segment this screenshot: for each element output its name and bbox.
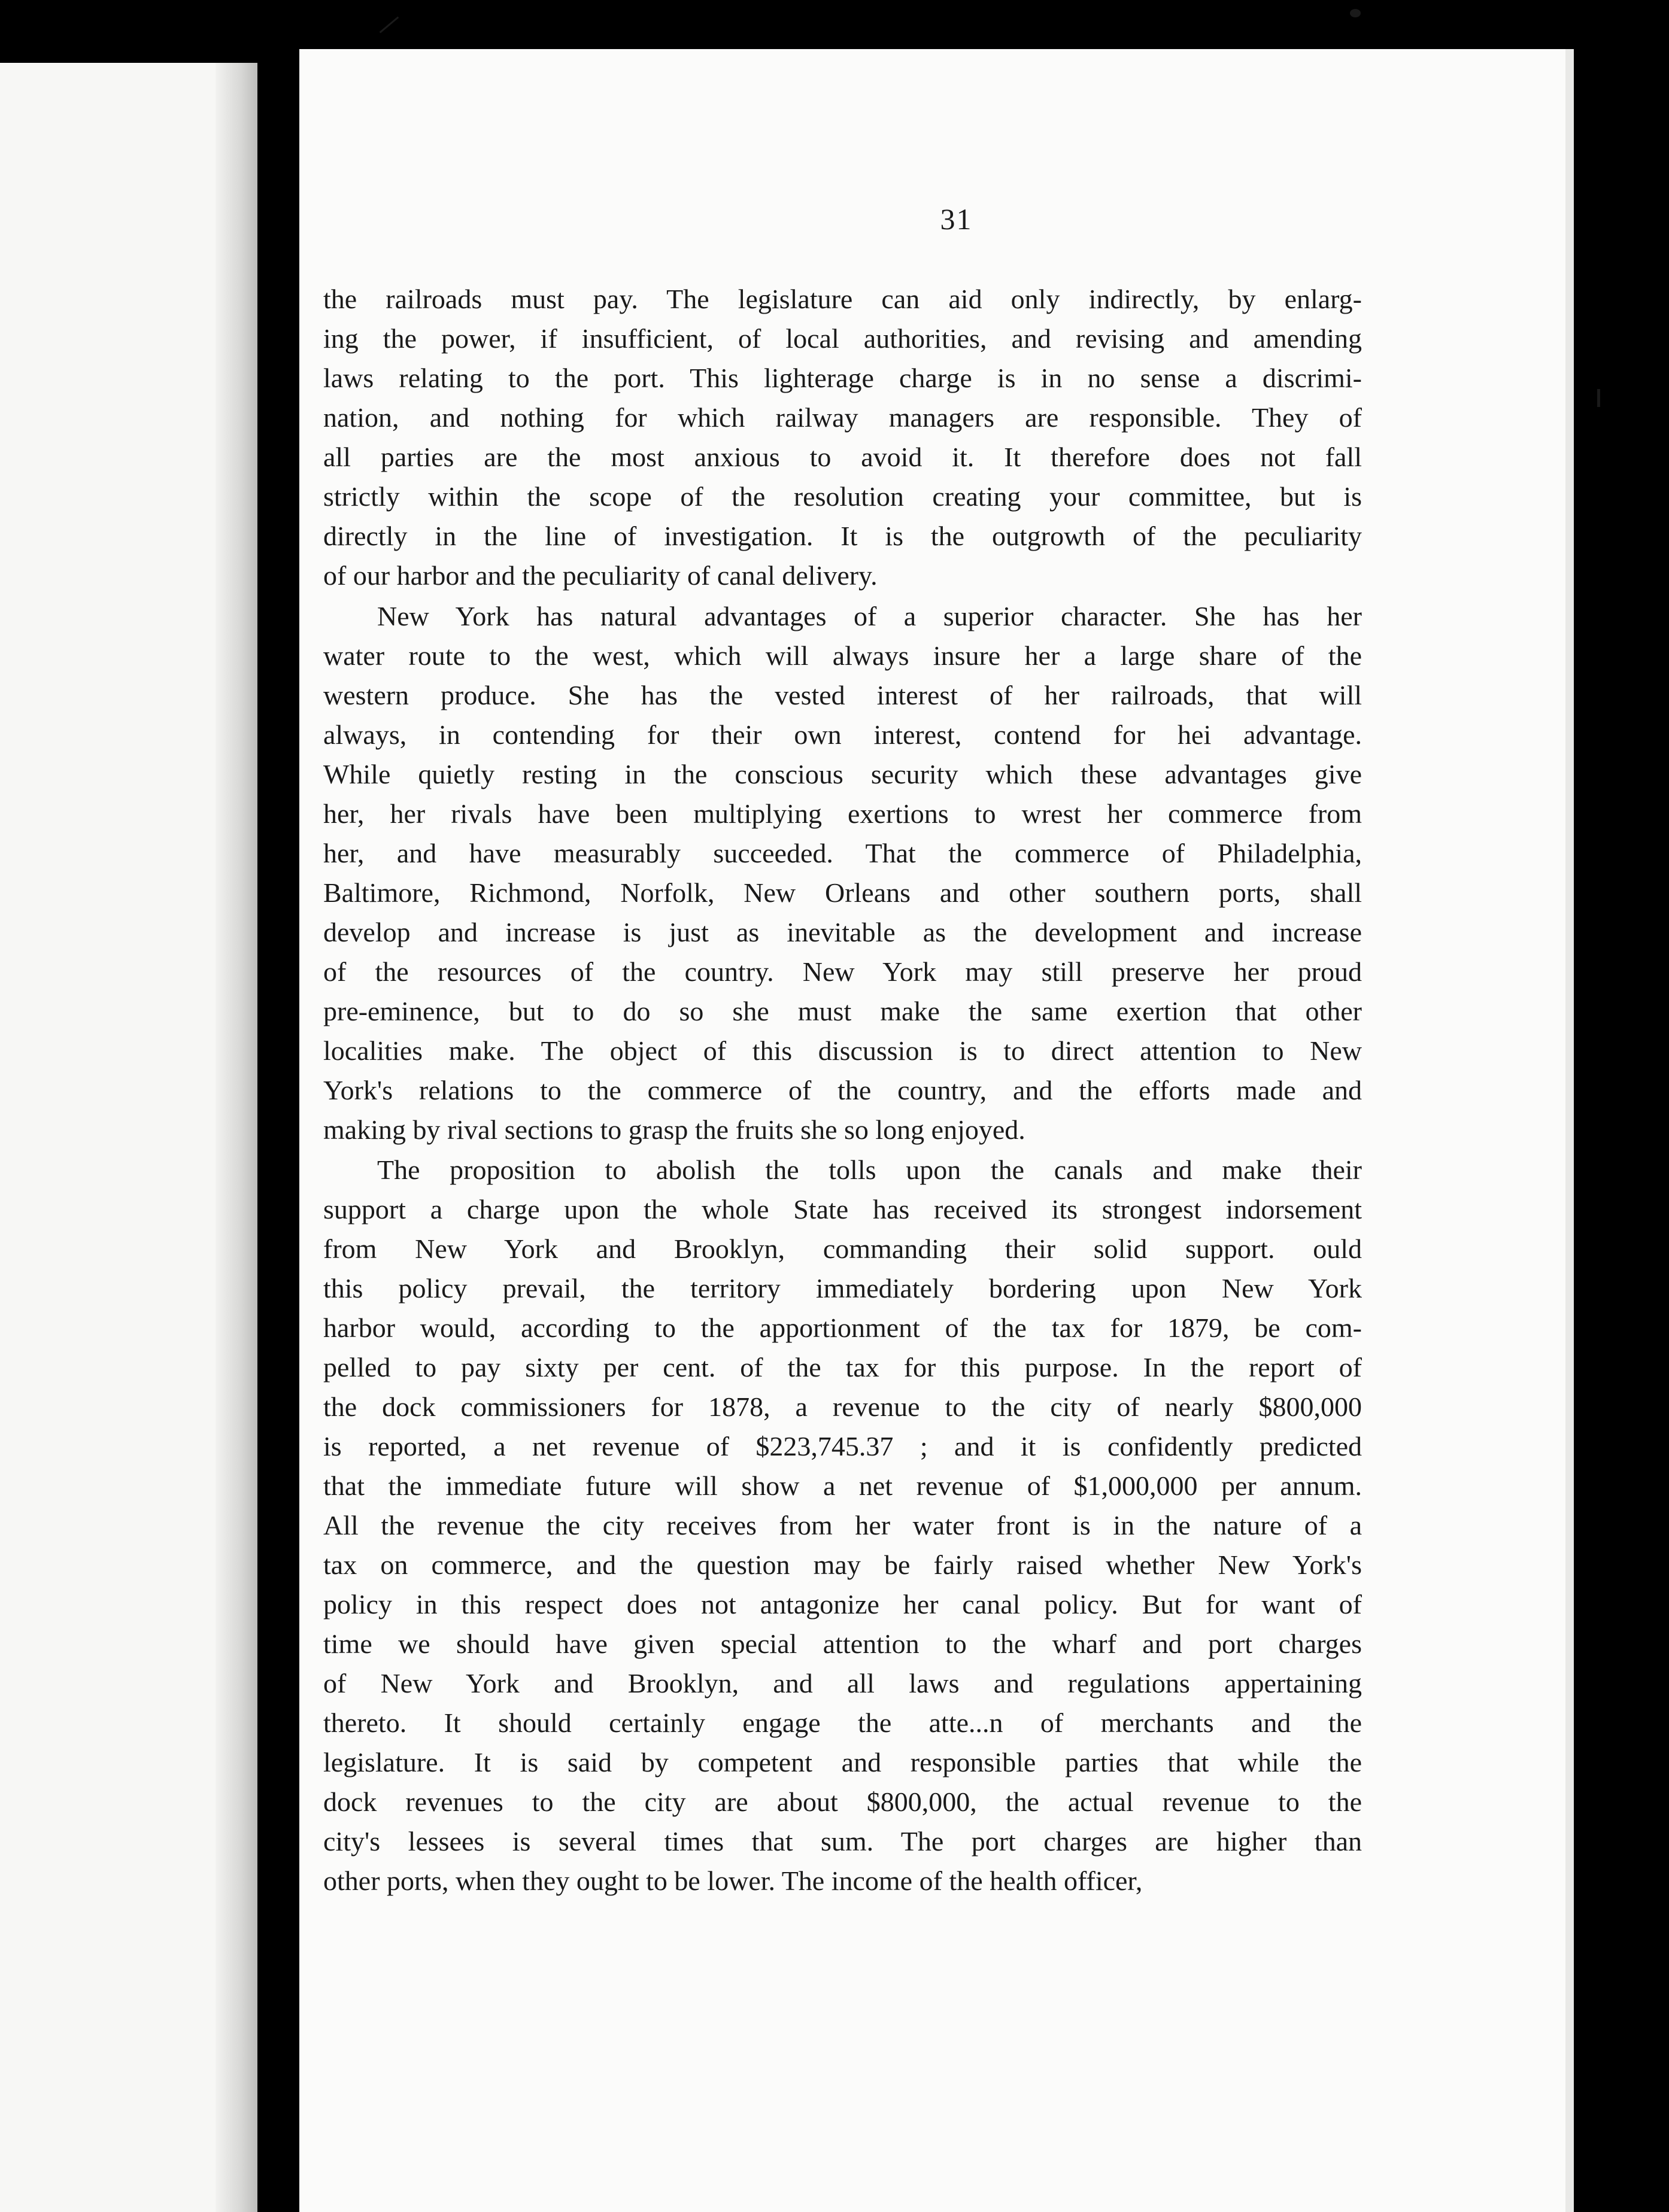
- previous-page: [0, 63, 257, 2212]
- text-line: thereto. It should certainly engage the atte...n of merchants and the: [323, 1707, 1362, 1738]
- text-line: The proposition to abolish the tolls upon the canals and make their: [377, 1154, 1362, 1185]
- page-number: 31: [940, 202, 973, 236]
- text-line: her, her rivals have been multiplying exertions to wrest her commerce from: [323, 798, 1362, 829]
- text-line: nation, and nothing for which railway managers are responsible. They of: [323, 402, 1362, 433]
- text-line: directly in the line of investigation. It is the outgrowth of the peculiarity: [323, 521, 1362, 551]
- text-line: of New York and Brooklyn, and all laws and regulations appertaining: [323, 1668, 1362, 1698]
- scan-mark: [1350, 9, 1361, 17]
- text-line: from New York and Brooklyn, commanding their solid support. ould: [323, 1233, 1362, 1264]
- scan-mark: [1597, 389, 1600, 407]
- text-line: pelled to pay sixty per cent. of the tax for this purpose. In the report of: [323, 1352, 1362, 1382]
- text-line: While quietly resting in the conscious security which these advantages give: [323, 759, 1362, 789]
- text-line: of the resources of the country. New York may still preserve her proud: [323, 956, 1362, 987]
- text-line: policy in this respect does not antagonize her canal policy. But for want of: [323, 1589, 1362, 1620]
- text-line: York's relations to the commerce of the country, and the efforts made and: [323, 1075, 1362, 1105]
- text-line: time we should have given special attention to the wharf and port charges: [323, 1628, 1362, 1659]
- text-line: laws relating to the port. This lighterage charge is in no sense a discrimi-: [323, 363, 1362, 393]
- text-line: localities make. The object of this discussion is to direct attention to New: [323, 1035, 1362, 1066]
- text-line: dock revenues to the city are about $800,000, the actual revenue to the: [323, 1786, 1362, 1817]
- text-line: support a charge upon the whole State has received its strongest indorsement: [323, 1194, 1362, 1224]
- text-line: always, in contending for their own interest, contend for hei advantage.: [323, 719, 1362, 750]
- text-line: that the immediate future will show a net revenue of $1,000,000 per annum.: [323, 1470, 1362, 1501]
- text-line: western produce. She has the vested interest of her railroads, that will: [323, 680, 1362, 710]
- text-line: the dock commissioners for 1878, a revenue to the city of nearly $800,000: [323, 1391, 1362, 1422]
- text-line: develop and increase is just as inevitable as the development and increase: [323, 917, 1362, 947]
- text-line: all parties are the most anxious to avoid it. It therefore does not fall: [323, 442, 1362, 472]
- page-gutter-shadow: [216, 63, 257, 2212]
- text-line: All the revenue the city receives from her water front is in the nature of a: [323, 1510, 1362, 1540]
- paragraph-1: [323, 279, 1362, 595]
- text-line: tax on commerce, and the question may be fairly raised whether New York's: [323, 1549, 1362, 1580]
- text-line: her, and have measurably succeeded. That the commerce of Philadelphia,: [323, 838, 1362, 868]
- paragraph-3: [323, 1150, 1362, 1901]
- text-line: water route to the west, which will always insure her a large share of the: [323, 640, 1362, 671]
- text-line: making by rival sections to grasp the fruits she so long enjoyed.: [323, 1114, 1025, 1145]
- text-line: of our harbor and the peculiarity of canal delivery.: [323, 560, 878, 591]
- text-line: pre-eminence, but to do so she must make the same exertion that other: [323, 996, 1362, 1026]
- scan-mark: [380, 16, 399, 33]
- text-line: strictly within the scope of the resolution creating your committee, but is: [323, 481, 1362, 512]
- text-line: is reported, a net revenue of $223,745.37 ; and it is confidently predicted: [323, 1431, 1362, 1462]
- text-line: this policy prevail, the territory immediately bordering upon New York: [323, 1273, 1362, 1304]
- text-line: the railroads must pay. The legislature can aid only indirectly, by enlarg-: [323, 284, 1362, 314]
- paragraph-2: [323, 597, 1362, 1150]
- text-line: other ports, when they ought to be lower. The income of the health officer,: [323, 1865, 1143, 1896]
- text-line: Baltimore, Richmond, Norfolk, New Orleans and other southern ports, shall: [323, 877, 1362, 908]
- text-line: New York has natural advantages of a superior character. She has her: [377, 601, 1362, 631]
- current-page: [299, 49, 1565, 2212]
- text-line: ing the power, if insufficient, of local authorities, and revising and amending: [323, 323, 1362, 354]
- text-line: legislature. It is said by competent and responsible parties that while the: [323, 1747, 1362, 1778]
- page-edge: [1565, 49, 1574, 2212]
- text-line: harbor would, according to the apportionment of the tax for 1879, be com-: [323, 1312, 1362, 1343]
- text-line: city's lessees is several times that sum. The port charges are higher than: [323, 1826, 1362, 1856]
